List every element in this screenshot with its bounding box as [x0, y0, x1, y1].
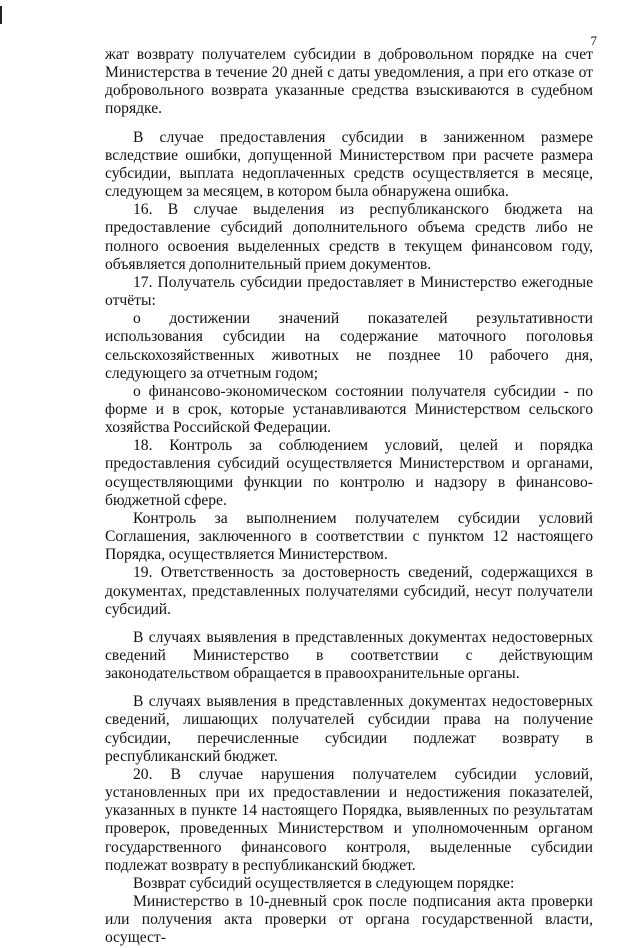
paragraph-agreement-control: Контроль за выполнением получателем субсидии условий Соглашения, заключенного в соответствии с пунктом 12 настоящего Порядка, осуществляется Министерством.: [105, 509, 593, 564]
paragraph-item-19: 19. Ответственность за достоверность сведений, содержащихся в документах, представленных получателями субсидий, несут получатели субсидий.: [105, 564, 593, 618]
paragraph-item-18: 18. Контроль за соблюдением условий, целей и порядка предоставления субсидий осуществляется Министерством и органами, осуществляющими функции по контролю и надзору в финансово-бюджетной сфере.: [105, 437, 593, 509]
page-number: 7: [590, 33, 597, 48]
paragraph-underpayment: В случае предоставления субсидии в заниженном размере вследствие ошибки, допущенной Министерством при расчете размера субсидии, выплата недоплаченных средств осуществляется в месяце, следующем за месяцем, в котором была обнаружена ошибка.: [105, 128, 593, 201]
paragraph-law-enforcement: В случаях выявления в представленных документах недостоверных сведений Министерство в соответствии с действующим законодательством обращается в правоохранительные органы.: [105, 628, 593, 683]
paragraph-refund-order: Возврат субсидий осуществляется в следующем порядке:: [133, 874, 515, 892]
paragraph-item-20: 20. В случае нарушения получателем субсидии условий, установленных при их предоставлении и недостижения показателей, указанных в пункте 14 настоящего Порядка, выявленных по результатам проверок, проведенных Министерством и уполномоченным органом государственного финансового контроля, выделенные субсидии подлежат возврату в республиканский бюджет.: [105, 765, 593, 874]
paragraph-ministry-deadline: Министерство в 10-дневный срок после подписания акта проверки или получения акта проверки от органа государственной власти, осущест-: [105, 893, 593, 947]
paragraph-continuation: жат возврату получателем субсидии в добровольном порядке на счет Министерства в течение 20 дней с даты уведомления, а при его отказе от добровольного возврата указанные средства взыскиваются в судебном порядке.: [105, 46, 593, 118]
paragraph-report-financial: о финансово-экономическом состоянии получателя субсидии - по форме и в срок, которые устанавливаются Министерством сельского хозяйства Российской Федерации.: [105, 382, 593, 437]
document-body: [105, 46, 593, 948]
paragraph-item-17: 17. Получатель субсидии предоставляет в Министерство ежегодные отчёты:: [105, 273, 593, 310]
scan-edge-mark: [0, 6, 2, 24]
paragraph-report-indicators: о достижении значений показателей результативности использования субсидии на содержание маточного поголовья сельскохозяйственных животных не позднее 10 рабочего дня, следующего за отчетным годом;: [105, 310, 593, 382]
paragraph-refund-budget: В случаях выявления в представленных документах недостоверных сведений, лишающих получателей субсидии права на получение субсидии, перечисленные субсидии подлежат возврату в республиканский бюджет.: [105, 693, 593, 765]
paragraph-item-16: 16. В случае выделения из республиканского бюджета на предоставление субсидий дополнительного объема средств либо не полного освоения выделенных средств в текущем финансовом году, объявляется дополнительный прием документов.: [105, 201, 593, 273]
